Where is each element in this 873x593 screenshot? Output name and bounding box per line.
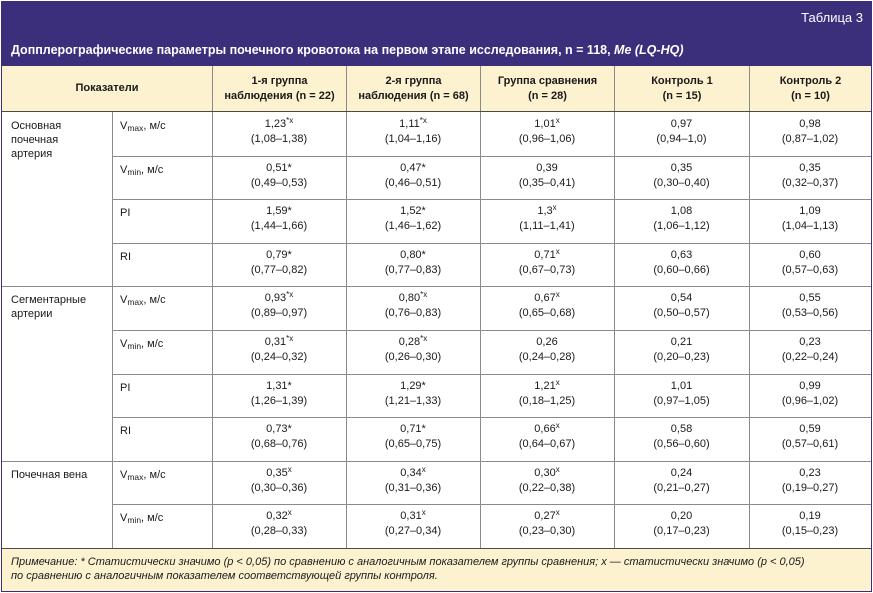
significance-mark: *x (286, 116, 294, 125)
parameter-symbol: V (120, 163, 128, 176)
interquartile-range: (0,87–1,02) (781, 133, 839, 145)
cell-value (480, 422, 614, 437)
parameter-unit: , м/с (143, 468, 166, 481)
column-header-indicators (2, 66, 212, 111)
median-value: 0,27 (534, 510, 556, 523)
interquartile-range: (0,30–0,36) (250, 481, 308, 494)
column-header-line: Группа сравнения (497, 74, 598, 87)
parameter-symbol: PI (120, 207, 131, 220)
data-cell (346, 379, 480, 409)
data-cell (346, 291, 480, 321)
cell-value (212, 466, 346, 481)
interquartile-range: (0,67–0,73) (518, 263, 576, 276)
median-value: 0,47* (400, 161, 426, 174)
column-header-line: Контроль 1 (651, 74, 713, 87)
cell-value (749, 161, 871, 176)
interquartile-range: (0,23–0,30) (518, 525, 576, 538)
parameter-label (120, 120, 166, 133)
cell-value (346, 117, 480, 132)
median-value: 1,11 (399, 118, 420, 130)
cell-value (346, 379, 480, 394)
interquartile-range: (0,60–0,66) (653, 263, 710, 276)
column-header-line: наблюдения (n = 68) (358, 89, 469, 102)
median-value: 1,29* (400, 379, 426, 392)
parameter-unit: , м/с (143, 120, 166, 132)
data-cell (480, 204, 614, 234)
data-cell (614, 335, 749, 365)
parameter-symbol: PI (120, 381, 131, 394)
table-frame (1, 1, 872, 592)
cell-value (614, 291, 749, 306)
median-value: 0,35 (670, 161, 693, 174)
interquartile-range: (0,20–0,23) (653, 351, 710, 363)
cell-value (614, 204, 749, 219)
interquartile-range: (0,26–0,30) (384, 351, 442, 363)
cell-value (614, 161, 749, 176)
interquartile-range: (1,04–1,16) (384, 133, 442, 145)
cell-value (346, 509, 480, 524)
significance-mark: x (555, 290, 560, 300)
significance-mark: *x (286, 290, 294, 300)
data-cell (749, 248, 871, 278)
median-value: 0,34 (400, 466, 422, 479)
median-value: 0,23 (799, 336, 821, 348)
cell-value (212, 161, 346, 176)
cell-value (480, 291, 614, 306)
grid-line (112, 243, 871, 244)
median-value: 0,71* (400, 423, 426, 436)
grid-line (112, 156, 871, 157)
significance-mark: x (555, 116, 560, 125)
interquartile-range: (0,24–0,32) (250, 351, 308, 363)
parameter-unit: , м/с (143, 294, 166, 307)
median-value: 0,98 (799, 118, 821, 130)
grid-line (112, 504, 871, 505)
interquartile-range: (1,08–1,38) (250, 133, 308, 145)
cell-value (614, 379, 749, 394)
column-header-line: (n = 28) (528, 89, 567, 102)
cell-value (480, 379, 614, 394)
column-header-comparison (480, 66, 614, 111)
cell-value (346, 422, 480, 437)
data-cell (614, 379, 749, 409)
group-label-line: артерии (11, 308, 53, 321)
significance-mark: x (421, 464, 426, 474)
median-value: 0,93 (264, 292, 287, 305)
parameter-label (120, 207, 130, 219)
significance-mark: x (287, 464, 292, 474)
cell-value (212, 422, 346, 437)
table-footnote (2, 548, 871, 592)
cell-value (212, 509, 346, 524)
cell-value (749, 204, 871, 219)
grid-line (112, 199, 871, 200)
interquartile-range: (1,44–1,66) (250, 220, 308, 233)
data-cell (212, 204, 346, 234)
parameter-subscript: max (127, 123, 144, 133)
cell-value (346, 248, 480, 263)
data-cell (480, 509, 614, 539)
median-value: 0,59 (799, 423, 821, 436)
grid-line (2, 461, 871, 462)
data-cell (614, 291, 749, 321)
parameter-subscript: min (127, 515, 142, 526)
parameter-unit: , м/с (141, 512, 164, 525)
significance-mark: x (555, 246, 560, 256)
group-label-line: почечная (11, 134, 59, 146)
interquartile-range: (0,89–0,97) (250, 307, 308, 320)
median-value: 0,19 (799, 510, 821, 523)
median-value: 0,54 (670, 292, 693, 305)
median-value: 0,67 (534, 292, 556, 305)
interquartile-range: (0,77–0,82) (250, 263, 308, 276)
median-value: 0,60 (799, 248, 821, 261)
column-header-label: Показатели (75, 82, 139, 94)
cell-value (212, 291, 346, 306)
cell-value (749, 379, 871, 394)
interquartile-range: (0,32–0,37) (781, 176, 839, 189)
cell-value (749, 466, 871, 481)
cell-value (346, 204, 480, 219)
group-label-line: Почечная вена (11, 468, 88, 481)
interquartile-range: (0,96–1,06) (518, 133, 576, 145)
data-cell (346, 466, 480, 496)
median-value: 0,35 (799, 161, 821, 174)
footnote-line: Примечание: * Статистически значимо (p < 0,05) по сравнению с аналогичным показателем группы сравнения; x — статистически значимо (p < 0,05) (11, 556, 805, 568)
median-value: 1,21 (534, 379, 556, 392)
grid-line (2, 286, 871, 287)
parameter-label (120, 382, 130, 394)
interquartile-range: (0,53–0,56) (781, 307, 839, 320)
column-header-row (2, 66, 871, 112)
parameter-symbol: RI (120, 425, 131, 438)
data-cell (346, 117, 480, 147)
median-value: 0,32 (266, 510, 288, 523)
cell-value (614, 466, 749, 481)
data-cell (212, 248, 346, 278)
cell-value (749, 335, 871, 350)
median-value: 1,59* (266, 205, 292, 218)
data-cell (212, 291, 346, 321)
cell-value (212, 204, 346, 219)
interquartile-range: (0,22–0,24) (781, 351, 839, 363)
column-header-control-1 (614, 66, 749, 111)
parameter-subscript: min (127, 166, 142, 177)
cell-value (212, 379, 346, 394)
interquartile-range: (0,22–0,38) (518, 481, 576, 494)
significance-mark: x (287, 508, 292, 518)
cell-value (480, 509, 614, 524)
interquartile-range: (0,68–0,76) (250, 438, 308, 451)
data-cell (346, 204, 480, 234)
interquartile-range: (0,28–0,33) (250, 525, 308, 538)
median-value: 0,21 (670, 336, 693, 348)
interquartile-range: (0,35–0,41) (518, 176, 576, 189)
interquartile-range: (0,19–0,27) (781, 481, 839, 494)
median-value: 1,31* (266, 379, 292, 392)
cell-value (480, 117, 614, 132)
interquartile-range: (0,18–1,25) (518, 394, 576, 407)
data-cell (212, 161, 346, 191)
interquartile-range: (0,21–0,27) (653, 481, 710, 494)
interquartile-range: (0,77–0,83) (384, 263, 442, 276)
parameter-label (120, 164, 163, 177)
cell-value (614, 335, 749, 350)
group-label-line: Основная (11, 120, 62, 132)
data-cell (614, 248, 749, 278)
significance-mark: *x (286, 334, 294, 343)
median-value: 0,51* (266, 161, 292, 174)
data-cell (346, 335, 480, 365)
median-value: 0,39 (536, 161, 558, 174)
table-title-statistic: Me (LQ-HQ) (614, 43, 684, 57)
data-cell (480, 161, 614, 191)
cell-value (614, 422, 749, 437)
interquartile-range: (0,15–0,23) (781, 525, 839, 538)
data-cell (614, 422, 749, 452)
interquartile-range: (1,04–1,13) (781, 220, 839, 233)
median-value: 1,52* (400, 205, 426, 218)
column-header-line: 2-я группа (385, 74, 442, 87)
column-header-line: (n = 10) (791, 89, 830, 102)
interquartile-range: (0,30–0,40) (653, 176, 710, 189)
data-cell (614, 509, 749, 539)
median-value: 0,58 (670, 423, 693, 436)
median-value: 0,73* (266, 423, 292, 436)
data-cell (749, 466, 871, 496)
median-value: 0,99 (799, 379, 821, 392)
median-value: 0,79* (266, 248, 292, 261)
table-body (2, 112, 871, 548)
cell-value (212, 117, 346, 132)
significance-mark: *x (420, 334, 428, 343)
data-cell (749, 509, 871, 539)
parameter-label (120, 512, 163, 525)
cell-value (749, 509, 871, 524)
cell-value (212, 248, 346, 263)
median-value: 0,24 (670, 466, 693, 479)
data-cell (346, 422, 480, 452)
interquartile-range: (1,26–1,39) (250, 394, 308, 407)
data-cell (480, 117, 614, 147)
data-cell (749, 422, 871, 452)
interquartile-range: (1,46–1,62) (384, 220, 442, 233)
significance-mark: x (555, 421, 560, 431)
column-header-line: 1-я группа (251, 74, 308, 87)
median-value: 0,80 (398, 292, 421, 305)
column-header-group-1 (212, 66, 346, 111)
parameter-label (120, 425, 131, 437)
interquartile-range: (1,11–1,41) (519, 220, 575, 233)
interquartile-range: (0,46–0,51) (384, 176, 442, 189)
cell-value (614, 509, 749, 524)
parameter-label (120, 294, 166, 307)
data-cell (212, 422, 346, 452)
grid-line (112, 417, 871, 418)
interquartile-range: (0,17–0,23) (653, 525, 710, 538)
cell-value (614, 248, 749, 263)
significance-mark: x (421, 508, 426, 518)
cell-value (749, 117, 871, 132)
data-cell (614, 161, 749, 191)
interquartile-range: (0,97–1,05) (653, 394, 710, 407)
cell-value (749, 291, 871, 306)
data-cell (212, 335, 346, 365)
group-label-line: артерия (11, 148, 53, 160)
significance-mark: *x (419, 116, 427, 125)
data-cell (614, 466, 749, 496)
grid-line (112, 374, 871, 375)
table-title (11, 43, 683, 57)
interquartile-range: (0,94–1,0) (656, 133, 707, 145)
interquartile-range: (0,56–0,60) (653, 438, 710, 451)
median-value: 0,26 (536, 336, 558, 348)
significance-mark: x (555, 464, 560, 474)
median-value: 1,01 (534, 118, 556, 130)
interquartile-range: (0,50–0,57) (653, 307, 710, 320)
data-cell (749, 335, 871, 365)
cell-value (614, 117, 749, 132)
median-value: 0,80* (400, 248, 426, 261)
group-label (11, 293, 86, 321)
data-cell (749, 379, 871, 409)
data-cell (480, 335, 614, 365)
cell-value (480, 248, 614, 263)
grid-line (112, 330, 871, 331)
data-cell (212, 466, 346, 496)
cell-value (749, 248, 871, 263)
parameter-label (120, 338, 163, 351)
median-value: 0,63 (670, 248, 693, 261)
data-cell (749, 161, 871, 191)
median-value: 1,08 (670, 205, 693, 218)
parameter-symbol: V (120, 120, 128, 132)
column-header-line: Контроль 2 (779, 74, 842, 87)
cell-value (480, 161, 614, 176)
group-label (11, 119, 61, 161)
data-cell (346, 248, 480, 278)
parameter-symbol: V (120, 512, 128, 525)
significance-mark: x (555, 508, 560, 518)
cell-value (749, 422, 871, 437)
data-cell (212, 117, 346, 147)
data-cell (346, 509, 480, 539)
data-cell (212, 509, 346, 539)
interquartile-range: (0,24–0,28) (518, 351, 576, 363)
footnote-line: по сравнению с аналогичным показателем соответствующей группы контроля. (11, 570, 438, 582)
table-title-main: Допплерографические параметры почечного кровотока на первом этапе исследования, n = 118, (11, 43, 615, 57)
parameter-unit: , м/с (141, 338, 164, 350)
data-cell (480, 379, 614, 409)
cell-value (480, 335, 614, 350)
cell-value (346, 466, 480, 481)
column-header-line: наблюдения (n = 22) (224, 89, 335, 102)
data-cell (480, 422, 614, 452)
parameter-subscript: max (127, 471, 144, 482)
group-label (11, 468, 87, 482)
table-number: Таблица 3 (801, 10, 863, 25)
group-label-line: Сегментарные (11, 294, 87, 307)
table-header-banner (2, 2, 871, 66)
parameter-label (120, 469, 166, 482)
data-cell (212, 379, 346, 409)
interquartile-range: (0,65–0,68) (518, 307, 576, 320)
median-value: 0,30 (534, 466, 556, 479)
median-value: 1,09 (799, 205, 821, 218)
interquartile-range: (0,49–0,53) (250, 176, 308, 189)
interquartile-range: (0,57–0,63) (781, 263, 839, 276)
parameter-subscript: min (127, 341, 142, 351)
significance-mark: x (555, 377, 560, 387)
column-header-line: (n = 15) (662, 89, 702, 102)
median-value: 1,23 (264, 118, 287, 130)
interquartile-range: (0,64–0,67) (518, 438, 576, 451)
median-value: 0,31 (264, 336, 287, 348)
parameter-unit: , м/с (141, 163, 164, 176)
cell-value (212, 335, 346, 350)
interquartile-range: (1,21–1,33) (384, 394, 442, 407)
median-value: 0,97 (670, 118, 693, 130)
cell-value (346, 291, 480, 306)
median-value: 0,35 (266, 466, 288, 479)
median-value: 0,66 (534, 423, 556, 436)
significance-mark: x (552, 203, 557, 213)
parameter-symbol: V (120, 468, 128, 481)
median-value: 0,55 (799, 292, 821, 305)
parameter-symbol: V (120, 294, 128, 307)
cell-value (346, 161, 480, 176)
column-header-control-2 (749, 66, 871, 111)
cell-value (480, 204, 614, 219)
data-cell (614, 204, 749, 234)
data-cell (749, 204, 871, 234)
parameter-symbol: V (120, 338, 128, 350)
data-cell (346, 161, 480, 191)
median-value: 1,01 (670, 379, 693, 392)
data-cell (614, 117, 749, 147)
column-header-group-2 (346, 66, 480, 111)
median-value: 0,28 (398, 336, 421, 348)
median-value: 0,71 (534, 248, 556, 261)
data-cell (480, 466, 614, 496)
data-cell (749, 291, 871, 321)
interquartile-range: (0,31–0,36) (384, 481, 442, 494)
data-cell (480, 291, 614, 321)
median-value: 0,20 (670, 510, 693, 523)
median-value: 1,3 (537, 205, 553, 218)
median-value: 0,31 (400, 510, 422, 523)
interquartile-range: (0,65–0,75) (384, 438, 442, 451)
parameter-label (120, 251, 131, 263)
interquartile-range: (0,76–0,83) (384, 307, 442, 320)
median-value: 0,23 (799, 466, 821, 479)
interquartile-range: (0,57–0,61) (781, 438, 839, 451)
data-cell (480, 248, 614, 278)
parameter-symbol: RI (120, 250, 131, 263)
parameter-subscript: max (127, 297, 144, 308)
interquartile-range: (1,06–1,12) (653, 220, 710, 233)
significance-mark: *x (420, 290, 428, 300)
data-cell (749, 117, 871, 147)
interquartile-range: (0,27–0,34) (384, 525, 442, 538)
interquartile-range: (0,96–1,02) (781, 394, 839, 407)
cell-value (480, 466, 614, 481)
cell-value (346, 335, 480, 350)
